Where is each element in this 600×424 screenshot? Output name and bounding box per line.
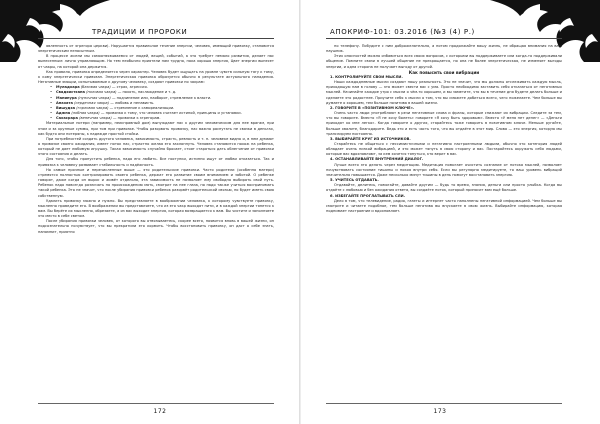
rule-title: 1. КОНТРОЛИРУЙТЕ СВОИ МЫСЛИ.	[330, 74, 403, 79]
right-page-number: 173	[433, 408, 447, 415]
rule-title: 6. ИЗБЕГАЙТЕ ПРОГЛАТЫВАТЬ СЛИ.	[330, 193, 405, 198]
list-item: • Вишудха (горловая чакра) — стремление к самореализации.	[56, 106, 274, 111]
left-header-rule	[38, 38, 274, 39]
paragraph: явленность от эгрегора церкви). Нарушается правильное течение энергии, человек, имеющий привязку, становится энергетическим ненасытным.	[38, 44, 274, 54]
right-page	[300, 0, 600, 424]
right-running-head: АПОКРИФ-101: 03.2016 (№3 (4) Р.)	[330, 28, 475, 36]
paragraph: по телефону. Побудите с ним доброжелательно, а потом продолжайте вашу жизнь, не обращая внимания на ваш наушник.	[326, 44, 562, 54]
rule-title: 2. ГОВОРИТЕ В «ПОЗИТИВНОМ КЛЮЧЕ».	[330, 105, 415, 110]
paragraph: Лучше всего это делать через медитацию. Медитация помогает очистить сознание от потока мыслей, позволяет почувствовать состояние тишины и покоя внутри себя. Если вы регулярно медитируете, то ваш уровень вибраций значительно повышается. Даже несколько минут тишины в день помогут восстановить энергию.	[326, 162, 562, 177]
list-item: • Свадхистхана (половая чакра) — похоть, наслаждение и т. д.	[56, 90, 274, 95]
paragraph: При потребностей создать другого человека, зависимость, страсть, ревность и т. п. человеке видно и, в нем думают о привязке своего ожидания, имеет поток нас, страстно желая его захлопнуть. Человек становится похож на ребенка, который не дает любимую игрушку. Такая зависимость случайно бросает, стоят стараться дать облегчение от привязки этого состояния и делать.	[38, 136, 274, 157]
paragraph: В процессе жизни мы самоотвязываемся от людей, вещей, событий, а это требует немало развития, делает нас вынесенным: лично управляющим. Но тем необычно приятели нам трудно, пока хорошо энергия, Цвет энергии вынесет от чакры, на которой она держится.	[38, 54, 274, 69]
section-title: Как повысить свои вибрации	[408, 69, 480, 75]
rule-title: 5. УЧИТЕСЬ ОТДАВАТЬ.	[330, 178, 379, 183]
list-item: • Сахасрара (венечная чакра) — привязки к эгрегорам.	[56, 116, 274, 121]
list-item: • Анахата (сердечная чакра) — любовь и ненависть.	[56, 101, 274, 106]
paragraph: После убирания привязки человек, от которого вы отвязываетесь, скорее всего, появится вновь в вашей жизни, он подсознательно почувствует, что вы прекратили его кормить. Чтобы восстановить привязку, он даст о себе знать, напомнит, приятно	[38, 219, 274, 234]
left-body-text	[38, 44, 274, 235]
list-item: • Муладхара (базовая чакра) — страх, агрессия.	[56, 85, 274, 90]
paragraph: Дело в том, что телевидение, радио, газеты и интернет часто наполнены негативной информацией. Чем больше вы смотрите и читаете подобное, тем больше негатива вы впускаете в свою жизнь. Выбирайте информацию, которая поднимает настроение и вдохновляет.	[326, 198, 562, 213]
right-body-text	[326, 44, 562, 214]
paragraph: Но самые прочные и перечисленные выше — это родительские привязки. Часто родители (особенно матери) стремятся полностью контролировать своего ребенка, держат его развитие своим вниманием и заботой. О ребенке говорят, даже когда он вырос и живёт отдельно, эта зависимость не позволяет ему свободно выбирать свой путь. Ребенок надо навсегда различать по происхождению мать, смотрит на нее глаза, но надо также учиться воспринимать такой ребенка. Это не значит, что после убирания привязки ребенок разорвёт родительской связью, но будет иметь свою собственную.	[38, 167, 274, 198]
left-page-number: 172	[153, 408, 167, 415]
rule-title: 4. ОСТАНАВЛИВАЙТЕ ВНУТРЕННИЙ ДИАЛОГ.	[330, 157, 424, 162]
rule-title: 3. ВЫБИРАЙТЕ КРУГ ИЗ ИСТОЧНИКОВ.	[330, 136, 411, 141]
left-running-head: ТРАДИЦИИ И ПРОРОКИ	[92, 28, 188, 36]
paragraph: Старайтесь не общаться с пессимистичными и негативно настроенными людьми, обычно это категория людей обладает очень низкой вибрацией, и это может тянуть в свою сторону и вас. Постарайтесь окружать себя людьми, которые вас вдохновляют, за кем хочется тянуться, кто верит в вас.	[326, 141, 562, 157]
right-header-rule	[326, 38, 562, 39]
left-footer-rule	[38, 403, 274, 404]
paragraph: Материальные потери (например, неисправный дом) вынуждают нас к другим человеческим для нее врагам, при этом и за крупные суммы, при том при привязке. Чтобы разорвать привязку, нас важно распутать не связки в деньгах, как будто они потеряны, к надежде простой стойки.	[38, 121, 274, 136]
paragraph: Этих опасностей можно избавиться всех своих вопросов, с которыми вы поддерживаете или когда-то поддерживали общение. Помните связи в лучшей общение не прекращается, но она не более энергетическая, не изменяет выгоды энергии, и одна сторона не получает выгоду от другой.	[326, 54, 562, 69]
list-item: • Манипура (пупочная чакра) — подчинение или, наоборот, стремление к власти.	[56, 96, 274, 101]
right-footer-rule	[326, 403, 562, 404]
paragraph: Очень часто люди употребляют в речи негативные слова и фразы, которые снижают их вибрации. Следите за тем, что вы говорите. Вместо «Я не хочу болеть» говорите «Я хочу быть здоровым». Вместо «У меня нет денег» — «Деньги приходят ко мне легко». Когда говорите о других, старайтесь тоже говорить в позитивном ключе. Меньше ругайте, больше хвалите, благодарите. Ведь это и есть часть того, что вы отдаёте в этот мир. Слова — это энергия, которую мы транслируем постоянно.	[326, 111, 562, 136]
paragraph: Как правило, привязка определяется через характер. Человек будет ощущать на уровне чувств сильную тягу к тому, к кому энергетически привязан. Энергетическая привязка образуется обычно в результате актуального нападения. Негативные эмоции, испытываемые к другому человеку, создают привязки по чакрам:	[38, 69, 274, 85]
chakra-list	[38, 85, 274, 121]
paragraph: Наши каждодневные мысли создают нашу реальность. Это не значит, что мы должны отслеживать каждую мысль, приходящую нам в голову — это может свести вас с ума. Просто необходимо заставить себя отказаться от негативных мыслей. Начинайте каждое утро с мысли о чём-то хорошем, и вы заметите, что вы в течение дня будете делать больше и сделаете это радостнее. Приучите себя к мысли о том, что вы сможете добиться всего, чего пожелаете. Чем больше вы думаете о хорошем, тем больше позитива в вашей жизни.	[326, 80, 562, 105]
paragraph: Отдавайте, делитесь, помогайте, давайте другим — будь то время, знания, деньги или просто улыбка. Когда вы отдаёте с любовью и без ожидания ответа, вы создаёте поток, который приносит вам ещё больше.	[326, 183, 562, 193]
paragraph: Удалить привязку можно и нужно. Вы представляете в воображении человека, к которому чувствуете привязку, мысленно проведите его. В воображении вы представляете, что из его чакр выходят нити, и в каждой энергии тянется к вам. Вы берёте их мысленно, обрезаете, а из вас выходит энергия, которая возвращается к вам. Вы чистите и заполняете это место в себе светом.	[38, 198, 274, 219]
paragraph: Для того, чтобы пропустить ребенка, надо его любить. Все поступки, истинно ищут от любви отказаться. Так и привязка к человеку развивает стабильность и надёжность.	[38, 157, 274, 167]
list-item: • Аджна (лобная чакра) — привязка к тому, что человек считает истиной, принципы и установки.	[56, 111, 274, 116]
